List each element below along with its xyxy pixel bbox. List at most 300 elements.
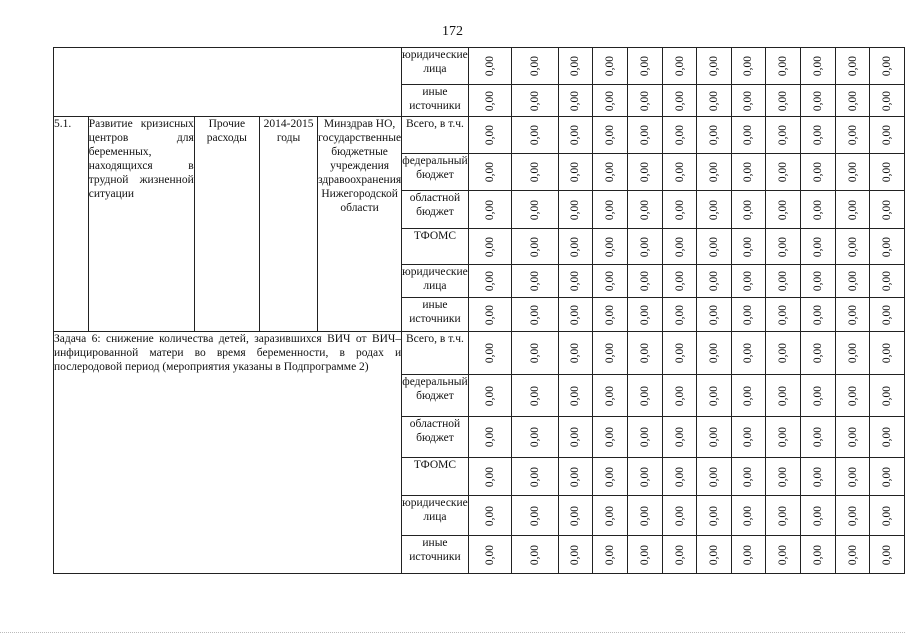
amount-cell [512, 85, 558, 117]
amount-value: 0,00 [812, 426, 825, 448]
amount-value: 0,00 [881, 161, 894, 183]
amount-value: 0,00 [604, 466, 617, 487]
amount-value: 0,00 [569, 342, 582, 364]
amount-value: 0,00 [777, 544, 790, 565]
amount-value: 0,00 [529, 55, 542, 77]
amount-cell [593, 375, 628, 417]
measure-title: Развитие кризисных центров для беременных, находящихся в трудной жизненной ситуации [88, 117, 194, 332]
amount-value: 0,00 [529, 161, 542, 183]
amount-value: 0,00 [604, 161, 617, 183]
amount-cell [801, 417, 835, 458]
budget-table [53, 47, 905, 574]
amount-value: 0,00 [846, 544, 859, 565]
amount-value: 0,00 [569, 466, 582, 487]
amount-cell [731, 191, 765, 229]
amount-cell [801, 191, 835, 229]
amount-cell [468, 191, 512, 229]
amount-value: 0,00 [569, 90, 582, 111]
amount-value: 0,00 [639, 544, 652, 565]
amount-value: 0,00 [639, 342, 652, 364]
amount-cell [468, 229, 512, 265]
amount-value: 0,00 [673, 385, 686, 406]
amount-value: 0,00 [742, 426, 755, 448]
amount-cell [662, 85, 696, 117]
amount-cell [662, 229, 696, 265]
amount-value: 0,00 [881, 90, 894, 111]
funding-source-label: иные источники [402, 85, 469, 117]
amount-cell [628, 117, 662, 154]
amount-cell [766, 375, 801, 417]
amount-value: 0,00 [742, 544, 755, 565]
amount-cell [697, 191, 731, 229]
amount-value: 0,00 [777, 304, 790, 325]
amount-value: 0,00 [881, 270, 894, 292]
amount-value: 0,00 [484, 236, 497, 257]
amount-value: 0,00 [742, 55, 755, 77]
funding-source-label: федеральный бюджет [402, 154, 469, 191]
amount-cell [558, 229, 592, 265]
amount-cell [662, 417, 696, 458]
amount-value: 0,00 [742, 236, 755, 257]
amount-value: 0,00 [569, 199, 582, 220]
amount-cell [468, 117, 512, 154]
amount-value: 0,00 [881, 55, 894, 77]
amount-value: 0,00 [846, 342, 859, 364]
amount-cell [628, 332, 662, 375]
amount-cell [731, 154, 765, 191]
amount-value: 0,00 [777, 124, 790, 146]
amount-value: 0,00 [604, 270, 617, 292]
amount-value: 0,00 [707, 236, 720, 257]
amount-cell [468, 265, 512, 298]
amount-cell [558, 154, 592, 191]
amount-cell [835, 496, 869, 536]
amount-value: 0,00 [777, 385, 790, 406]
amount-cell [468, 417, 512, 458]
amount-cell [697, 117, 731, 154]
amount-value: 0,00 [604, 236, 617, 257]
amount-value: 0,00 [881, 544, 894, 565]
amount-value: 0,00 [707, 342, 720, 364]
amount-value: 0,00 [484, 270, 497, 292]
amount-value: 0,00 [569, 55, 582, 77]
amount-cell [512, 375, 558, 417]
table-row [54, 48, 905, 85]
amount-value: 0,00 [639, 304, 652, 325]
amount-cell [835, 417, 869, 458]
amount-value: 0,00 [707, 90, 720, 111]
amount-value: 0,00 [846, 385, 859, 406]
amount-value: 0,00 [777, 55, 790, 77]
amount-cell [766, 191, 801, 229]
amount-cell [558, 48, 592, 85]
amount-cell [593, 458, 628, 496]
amount-value: 0,00 [846, 236, 859, 257]
amount-value: 0,00 [777, 161, 790, 183]
amount-value: 0,00 [484, 426, 497, 448]
amount-value: 0,00 [846, 505, 859, 526]
amount-cell [870, 536, 905, 574]
amount-cell [766, 48, 801, 85]
amount-value: 0,00 [707, 304, 720, 325]
amount-cell [801, 536, 835, 574]
amount-value: 0,00 [569, 385, 582, 406]
amount-cell [662, 48, 696, 85]
amount-cell [801, 229, 835, 265]
amount-cell [697, 229, 731, 265]
amount-value: 0,00 [673, 270, 686, 292]
amount-value: 0,00 [812, 544, 825, 565]
amount-cell [801, 375, 835, 417]
amount-value: 0,00 [707, 544, 720, 565]
amount-cell [801, 117, 835, 154]
amount-cell [835, 536, 869, 574]
amount-value: 0,00 [639, 124, 652, 146]
amount-value: 0,00 [846, 466, 859, 487]
amount-cell [870, 229, 905, 265]
amount-cell [835, 229, 869, 265]
amount-cell [558, 117, 592, 154]
amount-value: 0,00 [777, 342, 790, 364]
table-row [54, 332, 905, 375]
amount-cell [835, 117, 869, 154]
amount-cell [870, 458, 905, 496]
amount-value: 0,00 [707, 270, 720, 292]
amount-cell [628, 265, 662, 298]
amount-cell [593, 48, 628, 85]
amount-value: 0,00 [604, 90, 617, 111]
amount-cell [835, 375, 869, 417]
amount-cell [593, 496, 628, 536]
amount-value: 0,00 [673, 544, 686, 565]
amount-cell [662, 496, 696, 536]
funding-source-label: областной бюджет [402, 191, 469, 229]
amount-value: 0,00 [846, 304, 859, 325]
amount-cell [697, 332, 731, 375]
amount-value: 0,00 [484, 342, 497, 364]
amount-value: 0,00 [881, 236, 894, 257]
amount-value: 0,00 [812, 90, 825, 111]
funding-source-label: ТФОМС [402, 458, 469, 496]
amount-value: 0,00 [881, 124, 894, 146]
amount-value: 0,00 [529, 505, 542, 526]
amount-value: 0,00 [673, 199, 686, 220]
amount-value: 0,00 [569, 270, 582, 292]
amount-cell [558, 265, 592, 298]
amount-value: 0,00 [812, 304, 825, 325]
amount-cell [593, 117, 628, 154]
amount-value: 0,00 [639, 236, 652, 257]
funding-source-label: Всего, в т.ч. [402, 117, 469, 154]
amount-cell [628, 191, 662, 229]
amount-value: 0,00 [569, 304, 582, 325]
amount-cell [697, 48, 731, 85]
amount-cell [835, 265, 869, 298]
amount-value: 0,00 [569, 505, 582, 526]
amount-cell [628, 48, 662, 85]
amount-value: 0,00 [529, 304, 542, 325]
amount-cell [662, 191, 696, 229]
amount-value: 0,00 [707, 161, 720, 183]
amount-cell [662, 536, 696, 574]
amount-value: 0,00 [673, 426, 686, 448]
table-row [54, 117, 905, 154]
amount-value: 0,00 [707, 426, 720, 448]
amount-value: 0,00 [742, 199, 755, 220]
amount-cell [662, 458, 696, 496]
amount-cell [558, 375, 592, 417]
amount-value: 0,00 [881, 385, 894, 406]
amount-cell [697, 85, 731, 117]
amount-value: 0,00 [484, 505, 497, 526]
amount-value: 0,00 [846, 270, 859, 292]
amount-cell [662, 332, 696, 375]
amount-cell [468, 536, 512, 574]
amount-cell [870, 85, 905, 117]
amount-value: 0,00 [812, 270, 825, 292]
amount-cell [731, 85, 765, 117]
amount-value: 0,00 [604, 505, 617, 526]
amount-value: 0,00 [777, 505, 790, 526]
amount-value: 0,00 [777, 270, 790, 292]
amount-value: 0,00 [812, 342, 825, 364]
amount-cell [731, 229, 765, 265]
amount-value: 0,00 [777, 426, 790, 448]
amount-cell [801, 48, 835, 85]
amount-value: 0,00 [529, 466, 542, 487]
expense-type: Прочие расходы [194, 117, 259, 332]
amount-cell [593, 332, 628, 375]
amount-cell [558, 458, 592, 496]
amount-value: 0,00 [742, 342, 755, 364]
amount-cell [835, 332, 869, 375]
amount-cell [697, 417, 731, 458]
amount-cell [766, 154, 801, 191]
amount-cell [801, 265, 835, 298]
amount-cell [697, 375, 731, 417]
amount-cell [835, 191, 869, 229]
amount-cell [512, 154, 558, 191]
amount-value: 0,00 [673, 55, 686, 77]
amount-value: 0,00 [529, 270, 542, 292]
amount-value: 0,00 [604, 55, 617, 77]
amount-cell [558, 191, 592, 229]
funding-source-label: федеральный бюджет [402, 375, 469, 417]
amount-value: 0,00 [484, 199, 497, 220]
amount-cell [628, 496, 662, 536]
amount-cell [731, 117, 765, 154]
amount-cell [731, 298, 765, 332]
amount-value: 0,00 [881, 466, 894, 487]
amount-value: 0,00 [707, 505, 720, 526]
amount-cell [512, 298, 558, 332]
amount-value: 0,00 [673, 466, 686, 487]
amount-cell [766, 229, 801, 265]
amount-value: 0,00 [484, 466, 497, 487]
amount-cell [766, 298, 801, 332]
amount-value: 0,00 [484, 385, 497, 406]
amount-value: 0,00 [569, 544, 582, 565]
amount-value: 0,00 [846, 124, 859, 146]
amount-value: 0,00 [846, 426, 859, 448]
amount-value: 0,00 [881, 199, 894, 220]
amount-cell [628, 154, 662, 191]
amount-cell [593, 265, 628, 298]
amount-cell [593, 298, 628, 332]
amount-value: 0,00 [569, 124, 582, 146]
amount-cell [662, 265, 696, 298]
amount-value: 0,00 [742, 304, 755, 325]
amount-value: 0,00 [639, 55, 652, 77]
amount-value: 0,00 [639, 199, 652, 220]
page-number: 172 [442, 24, 463, 39]
amount-value: 0,00 [604, 124, 617, 146]
amount-value: 0,00 [812, 236, 825, 257]
amount-cell [835, 85, 869, 117]
amount-cell [512, 191, 558, 229]
amount-cell [662, 298, 696, 332]
amount-cell [870, 191, 905, 229]
amount-value: 0,00 [529, 544, 542, 565]
amount-value: 0,00 [812, 161, 825, 183]
amount-cell [801, 154, 835, 191]
amount-value: 0,00 [812, 124, 825, 146]
amount-cell [558, 332, 592, 375]
empty-continued-cell [54, 48, 402, 117]
amount-cell [870, 48, 905, 85]
amount-value: 0,00 [604, 342, 617, 364]
amount-cell [731, 332, 765, 375]
task-description: Задача 6: снижение количества детей, заразившихся ВИЧ от ВИЧ–инфицированной матери во время беременности, в родах и послеродовой период (мероприятия указаны в Подпрограмме 2) [54, 332, 402, 574]
amount-value: 0,00 [707, 199, 720, 220]
amount-value: 0,00 [639, 385, 652, 406]
amount-value: 0,00 [484, 90, 497, 111]
amount-cell [870, 332, 905, 375]
amount-cell [512, 496, 558, 536]
amount-value: 0,00 [604, 199, 617, 220]
scan-artifact-line [0, 632, 905, 633]
amount-cell [870, 265, 905, 298]
amount-cell [870, 417, 905, 458]
amount-cell [697, 536, 731, 574]
amount-cell [628, 375, 662, 417]
amount-cell [628, 85, 662, 117]
amount-value: 0,00 [639, 426, 652, 448]
amount-cell [593, 229, 628, 265]
amount-value: 0,00 [484, 55, 497, 77]
amount-cell [731, 496, 765, 536]
amount-cell [766, 458, 801, 496]
amount-cell [731, 48, 765, 85]
amount-value: 0,00 [529, 236, 542, 257]
amount-cell [731, 375, 765, 417]
amount-value: 0,00 [707, 385, 720, 406]
amount-cell [801, 458, 835, 496]
amount-value: 0,00 [673, 236, 686, 257]
amount-value: 0,00 [529, 199, 542, 220]
amount-cell [628, 536, 662, 574]
amount-value: 0,00 [673, 90, 686, 111]
measure-years: 2014-2015 годы [260, 117, 318, 332]
amount-cell [697, 496, 731, 536]
amount-value: 0,00 [777, 90, 790, 111]
amount-cell [628, 458, 662, 496]
amount-cell [835, 298, 869, 332]
amount-value: 0,00 [673, 161, 686, 183]
amount-value: 0,00 [881, 342, 894, 364]
amount-value: 0,00 [846, 55, 859, 77]
amount-cell [870, 154, 905, 191]
amount-cell [558, 496, 592, 536]
amount-cell [835, 48, 869, 85]
amount-cell [766, 536, 801, 574]
amount-value: 0,00 [639, 505, 652, 526]
amount-value: 0,00 [639, 161, 652, 183]
amount-cell [801, 298, 835, 332]
amount-cell [512, 48, 558, 85]
funding-source-label: иные источники [402, 536, 469, 574]
measure-number: 5.1. [54, 117, 89, 332]
amount-cell [731, 536, 765, 574]
amount-value: 0,00 [529, 90, 542, 111]
amount-value: 0,00 [812, 385, 825, 406]
amount-cell [662, 154, 696, 191]
amount-cell [662, 117, 696, 154]
amount-cell [697, 154, 731, 191]
amount-value: 0,00 [881, 426, 894, 448]
amount-value: 0,00 [673, 342, 686, 364]
amount-cell [697, 265, 731, 298]
funding-source-label: юридические лица [402, 496, 469, 536]
amount-value: 0,00 [742, 270, 755, 292]
amount-value: 0,00 [812, 55, 825, 77]
funding-source-label: юридические лица [402, 265, 469, 298]
amount-value: 0,00 [604, 426, 617, 448]
amount-value: 0,00 [569, 161, 582, 183]
funding-source-label: ТФОМС [402, 229, 469, 265]
amount-value: 0,00 [569, 236, 582, 257]
amount-value: 0,00 [742, 161, 755, 183]
amount-value: 0,00 [777, 236, 790, 257]
amount-value: 0,00 [812, 466, 825, 487]
amount-value: 0,00 [604, 544, 617, 565]
amount-value: 0,00 [707, 466, 720, 487]
amount-value: 0,00 [639, 270, 652, 292]
amount-value: 0,00 [881, 505, 894, 526]
amount-cell [512, 265, 558, 298]
amount-cell [512, 536, 558, 574]
amount-value: 0,00 [484, 304, 497, 325]
amount-value: 0,00 [484, 544, 497, 565]
amount-value: 0,00 [673, 124, 686, 146]
amount-cell [766, 332, 801, 375]
amount-cell [468, 85, 512, 117]
amount-cell [512, 117, 558, 154]
amount-value: 0,00 [881, 304, 894, 325]
amount-cell [628, 229, 662, 265]
amount-cell [801, 85, 835, 117]
amount-cell [731, 265, 765, 298]
amount-cell [468, 48, 512, 85]
amount-value: 0,00 [673, 505, 686, 526]
amount-cell [766, 496, 801, 536]
amount-cell [766, 265, 801, 298]
amount-value: 0,00 [604, 304, 617, 325]
amount-value: 0,00 [707, 124, 720, 146]
amount-cell [766, 417, 801, 458]
amount-cell [731, 417, 765, 458]
amount-value: 0,00 [484, 161, 497, 183]
